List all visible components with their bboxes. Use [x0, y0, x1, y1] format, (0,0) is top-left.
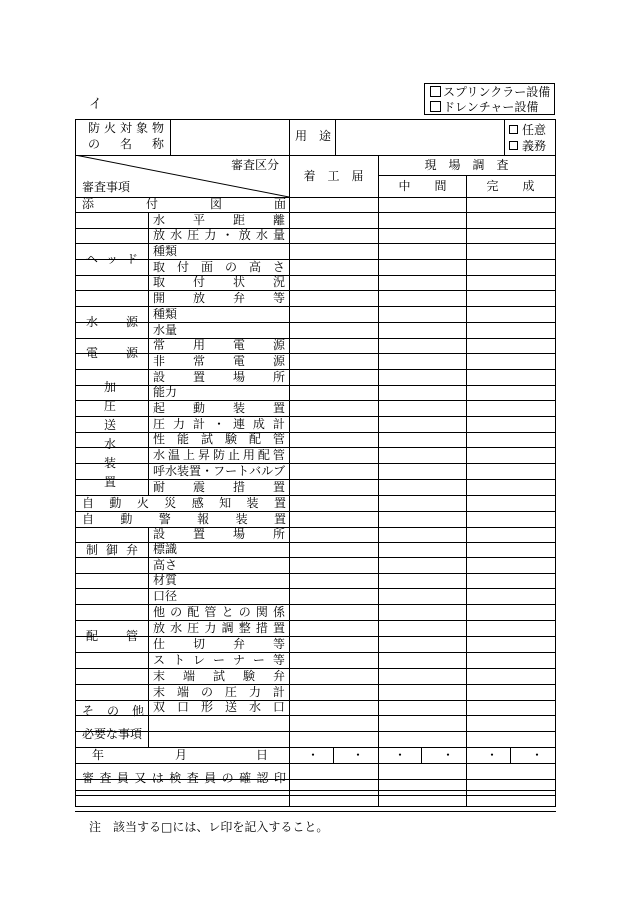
group-divider: [148, 306, 149, 339]
checkbox-icon[interactable]: [509, 125, 518, 134]
group-divider: [148, 369, 149, 496]
column-line: [378, 155, 379, 807]
piping-item: 材質: [153, 573, 178, 587]
auto-alarm-row: 自 動 警 報 装 置: [82, 512, 286, 526]
water-source-label: 水 源: [86, 314, 138, 329]
row-line: [75, 811, 556, 812]
power-source-item: 非 常 電 源: [153, 354, 285, 368]
piping-item: 末 端 の 圧 力 計: [153, 685, 285, 699]
row-line: [75, 763, 556, 764]
head-item: 種類: [153, 244, 178, 258]
object-name-field[interactable]: [171, 120, 288, 154]
day-label: 日: [256, 748, 269, 762]
group-divider: [148, 700, 149, 748]
object-name-label-2: の 名 称: [88, 137, 164, 151]
pressure-unit-label: 装: [103, 456, 116, 470]
head-item: 開 放 弁 等: [153, 291, 285, 305]
water-source-item: 水量: [153, 323, 178, 337]
form-grid: [75, 119, 556, 807]
piping-item: 口径: [153, 589, 178, 603]
system-type-box: [424, 83, 555, 115]
site-survey-divider: [378, 175, 556, 176]
pressure-unit-label: 加: [103, 380, 116, 394]
column-line: [289, 155, 290, 807]
site-survey-header: 現 場 調 査: [424, 158, 509, 172]
form-tag: イ: [89, 97, 103, 112]
date-separator: ・: [307, 748, 320, 762]
group-divider: [148, 338, 149, 370]
month-label: 月: [175, 748, 188, 762]
head-item: 取 付 面 の 高 さ: [153, 260, 285, 274]
piping-item: 他 の 配 管 と の 関 係: [153, 605, 285, 619]
attached-drawing-row: 添 付 図 面: [82, 197, 286, 211]
grid-line: [289, 119, 290, 156]
control-valve-item: 標識: [153, 542, 178, 556]
pressure-unit-item: 能力: [153, 385, 178, 399]
mandatory-option: 義務: [522, 139, 547, 153]
group-divider: [148, 212, 149, 307]
date-separator: ・: [394, 748, 407, 762]
head-item: 放 水 圧 力 ・ 放 水 量: [153, 228, 285, 242]
other-item: 双 口 形 送 水 口: [153, 700, 285, 714]
group-divider: [148, 573, 149, 701]
pressure-unit-label: 置: [103, 475, 116, 489]
confirmation-top-line: [75, 790, 556, 791]
items-header: 審査事項: [82, 180, 131, 194]
control-valve-label: 制 御 弁: [86, 542, 138, 557]
control-valve-item: 高さ: [153, 558, 178, 572]
head-item: 取 付 状 況: [153, 275, 285, 289]
year-label: 年: [92, 748, 105, 762]
piping-item: 放 水 圧 力 調 整 措 置: [153, 621, 285, 635]
auto-fire-alarm-row: 自 動 火 災 感 知 装 置: [82, 496, 286, 510]
usage-label: 用 途: [295, 129, 332, 143]
grid-line: [504, 119, 505, 156]
piping-label: 配 管: [86, 629, 138, 643]
group-divider: [148, 527, 149, 574]
date-separator: ・: [442, 748, 455, 762]
midway-header: 中 間: [398, 179, 447, 193]
row-line: [75, 795, 556, 796]
pressure-unit-item: 呼 水 装 置 ・ フ ー ト バ ル ブ: [153, 464, 286, 478]
head-item: 水 平 距 離: [153, 213, 285, 227]
pressure-unit-item: 耐 震 措 置: [153, 480, 285, 494]
date-divider: [421, 747, 422, 764]
power-source-item: 常 用 電 源: [153, 338, 285, 352]
category-header: 審査区分: [231, 158, 280, 172]
start-notice-header: 着 工 届: [303, 169, 364, 183]
confirmation-label: 審 査 員 又 は 検 査 員 の 確 認 印: [82, 771, 286, 785]
other-label-2: 必要な事項: [82, 727, 143, 741]
date-separator: ・: [486, 748, 499, 762]
date-divider: [333, 747, 334, 764]
control-valve-item: 設 置 場 所: [153, 527, 285, 541]
checkbox-icon[interactable]: [430, 101, 441, 112]
water-source-item: 種類: [153, 307, 178, 321]
checkbox-icon[interactable]: [509, 141, 518, 150]
pressure-unit-label: 圧: [103, 399, 116, 413]
completion-header: 完 成: [486, 179, 535, 193]
other-label: そ の 他: [82, 704, 144, 718]
optional-option: 任意: [522, 123, 547, 137]
usage-field[interactable]: [336, 120, 503, 154]
piping-item: 末 端 試 験 弁: [153, 669, 285, 683]
date-divider: [510, 747, 511, 764]
drencher-option[interactable]: ドレンチャー設備: [430, 99, 538, 115]
checkbox-icon[interactable]: [430, 86, 441, 97]
date-separator: ・: [531, 748, 544, 762]
pressure-unit-item: 圧 力 計 ・ 連 成 計: [153, 417, 285, 431]
piping-item: ス ト レ ー ナ ー 等: [153, 653, 285, 667]
piping-item: 仕 切 弁 等: [153, 637, 285, 651]
sprinkler-option[interactable]: スプリンクラー設備: [430, 84, 550, 100]
pressure-unit-label: 送: [103, 418, 116, 432]
power-source-label: 電 源: [86, 346, 138, 360]
footnote: 注 該当する□には、レ印を記入すること。: [89, 820, 329, 834]
pressure-unit-label: 水: [103, 437, 116, 451]
object-name-label: 防 火 対 象 物: [88, 121, 164, 135]
pressure-unit-item: 設 置 場 所: [153, 370, 285, 384]
pressure-unit-item: 水 温 上 昇 防 止 用 配 管: [153, 448, 285, 462]
column-line: [466, 175, 467, 807]
table-bottom-border: [75, 806, 556, 807]
date-separator: ・: [352, 748, 365, 762]
pressure-unit-item: 性 能 試 験 配 管: [153, 432, 285, 446]
pressure-unit-item: 起 動 装 置: [153, 401, 285, 415]
head-label: ヘ ッ ド: [86, 251, 138, 266]
